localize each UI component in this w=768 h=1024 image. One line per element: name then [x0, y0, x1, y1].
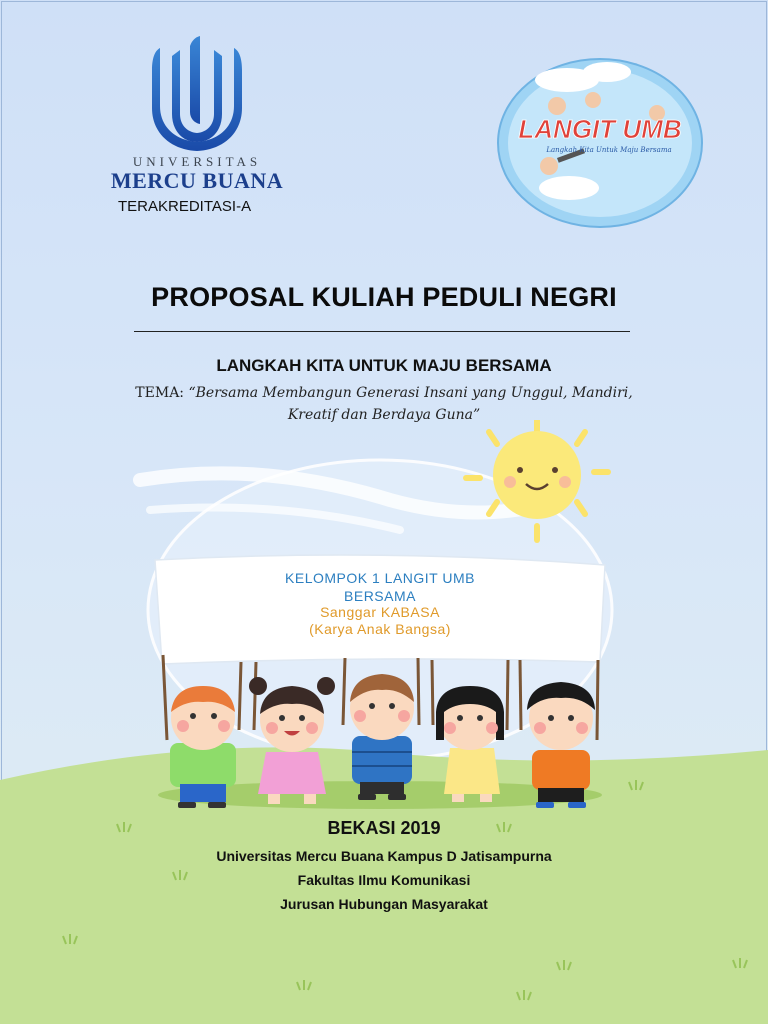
badge-cloud-icon — [539, 176, 599, 200]
banner-line-1: KELOMPOK 1 LANGIT UMB — [285, 570, 475, 586]
banner-line-4: (Karya Anak Bangsa) — [309, 621, 451, 637]
page-subtitle: LANGKAH KITA UNTUK MAJU BERSAMA — [216, 356, 552, 375]
footer-faculty: Fakultas Ilmu Komunikasi — [297, 872, 471, 888]
theme-line-1: “Bersama Membangun Generasi Insani yang Unggul, Mandiri, — [188, 385, 633, 401]
badge-tagline: Langkah Kita Untuk Maju Bersama — [546, 146, 672, 154]
title-divider — [134, 331, 630, 332]
badge-cloud-icon — [583, 62, 631, 82]
university-name: MERCU BUANA — [110, 168, 284, 193]
badge-title: LANGIT UMB — [518, 114, 682, 144]
badge-child-icon — [540, 157, 558, 175]
badge-child-icon — [585, 92, 601, 108]
footer-department: Jurusan Hubungan Masyarakat — [280, 896, 488, 912]
page-title: PROPOSAL KULIAH PEDULI NEGRI — [151, 282, 617, 312]
umb-emblem-icon — [150, 36, 244, 152]
child-figure — [527, 682, 595, 808]
badge-child-icon — [548, 97, 566, 115]
theme-line-2: Kreatif dan Berdaya Guna” — [287, 407, 481, 423]
theme-prefix: TEMA: — [135, 385, 185, 401]
university-logo — [92, 36, 302, 216]
banner-line-2: BERSAMA — [344, 588, 416, 604]
footer-campus: Universitas Mercu Buana Kampus D Jatisampurna — [216, 848, 552, 864]
footer-year: BEKASI 2019 — [327, 818, 441, 838]
university-label: UNIVERSITAS — [132, 154, 262, 169]
child-figure — [350, 674, 414, 800]
banner-line-3: Sanggar KABASA — [320, 604, 440, 620]
accreditation-label: TERAKREDITASI-A — [118, 198, 252, 215]
children-illustration — [0, 420, 768, 1024]
langit-umb-badge — [497, 58, 704, 228]
